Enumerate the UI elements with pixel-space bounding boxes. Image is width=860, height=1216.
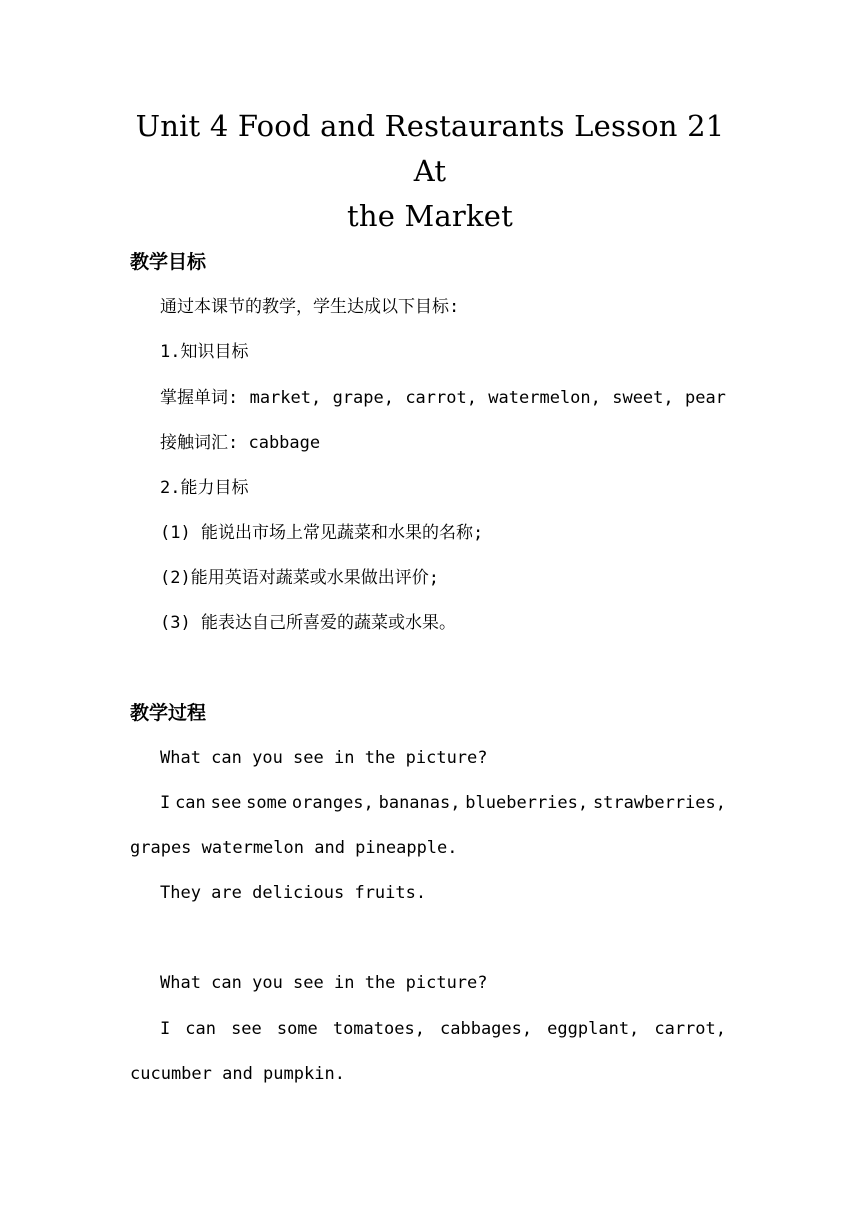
answer-word: cabbages,	[440, 1019, 533, 1039]
ability-item-3: (3) 能表达自己所喜爱的蔬菜或水果。	[160, 613, 456, 633]
question-1: What can you see in the picture?	[160, 748, 488, 768]
document-title	[130, 104, 730, 239]
answer-word: can	[175, 793, 206, 813]
answer-word: bananas,	[378, 793, 461, 813]
word-item: pear	[684, 388, 726, 408]
word-item: grape,	[332, 388, 394, 408]
answer-word: I	[160, 793, 171, 813]
answer-word: oranges,	[291, 793, 374, 813]
answer-2-line-2: cucumber and pumpkin.	[130, 1064, 345, 1084]
title-line-2: the Market	[347, 199, 513, 233]
objectives-heading: 教学目标	[130, 251, 207, 273]
word-item: market,	[249, 388, 322, 408]
answer-word: I	[160, 1019, 171, 1039]
contact-words: 接触词汇: cabbage	[160, 433, 321, 453]
answer-2-line-1	[160, 1017, 726, 1041]
answer-word: can	[185, 1019, 217, 1039]
objectives-intro: 通过本课节的教学，学生达成以下目标:	[160, 297, 460, 317]
answer-1-line-2: grapes watermelon and pineapple.	[130, 838, 458, 858]
answer-word: tomatoes,	[332, 1019, 425, 1039]
answer-word: carrot,	[654, 1019, 726, 1039]
ability-heading: 2.能力目标	[160, 478, 249, 498]
knowledge-heading: 1.知识目标	[160, 342, 249, 362]
word-item: watermelon,	[488, 388, 601, 408]
process-heading: 教学过程	[130, 702, 207, 724]
answer-word: some	[276, 1019, 318, 1039]
master-words-line	[160, 386, 726, 410]
ability-item-2: (2)能用英语对蔬菜或水果做出评价;	[160, 568, 439, 588]
answer-1-line-1	[160, 791, 726, 815]
word-item: sweet,	[612, 388, 674, 408]
answer-word: some	[246, 793, 288, 813]
answer-word: see	[231, 1019, 262, 1039]
question-2: What can you see in the picture?	[160, 973, 488, 993]
master-words-label: 掌握单词:	[160, 388, 239, 408]
answer-word: see	[210, 793, 242, 813]
answer-word: strawberries,	[592, 793, 726, 813]
answer-1-line-3: They are delicious fruits.	[160, 883, 427, 903]
word-item: carrot,	[405, 388, 477, 408]
answer-word: eggplant,	[547, 1019, 640, 1039]
answer-word: blueberries,	[465, 793, 589, 813]
title-line-1: Unit 4 Food and Restaurants Lesson 21 At	[135, 109, 725, 188]
ability-item-1: (1) 能说出市场上常见蔬菜和水果的名称;	[160, 523, 484, 543]
